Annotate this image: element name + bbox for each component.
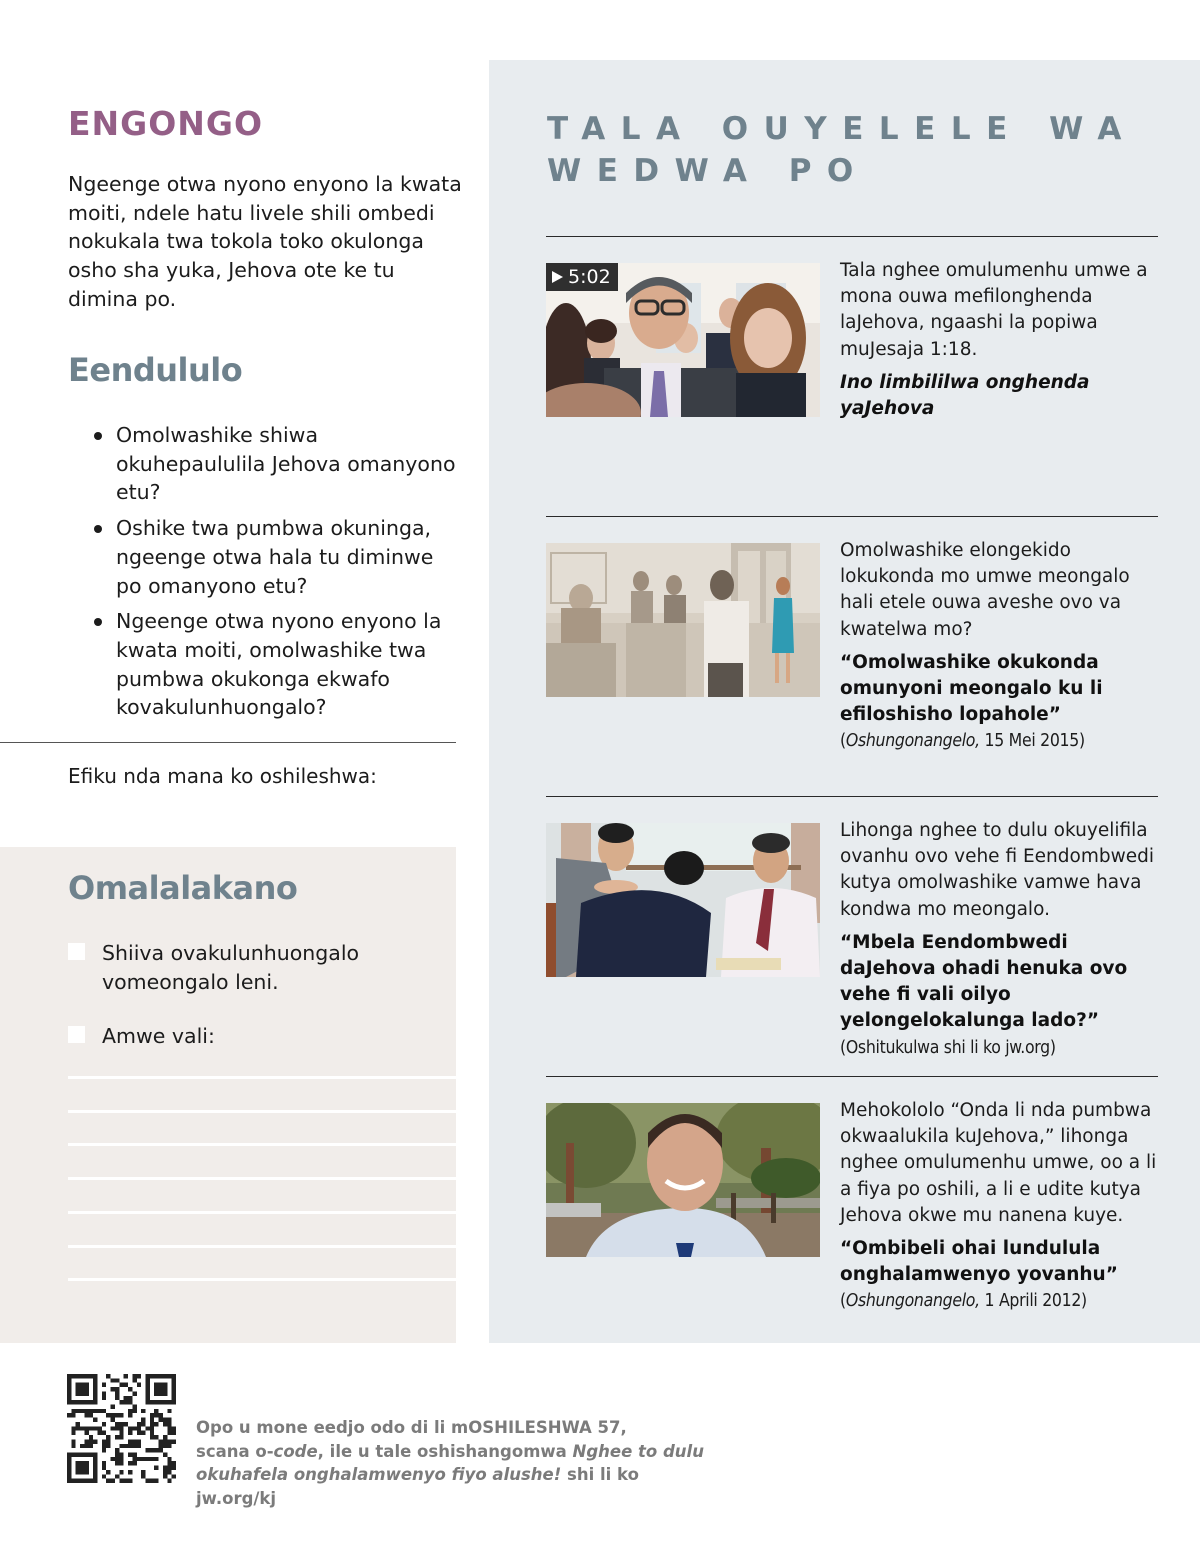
video-duration: 5:02: [568, 266, 611, 288]
resource-title-link[interactable]: “Mbela Eendombwedi daJehova ohadi henuka ovo vehe fi vali oilyo yelongelokalunga lado?”: [840, 931, 1128, 1032]
resource-divider: [546, 236, 1158, 237]
resource-text: [840, 1098, 1160, 1314]
review-question-text: Omolwashike shiwa okuhepaululila Jehova omanyono etu?: [116, 423, 456, 505]
footer-line: Opo u mone eedjo odo di li mOSHILESHWA 57,: [196, 1418, 627, 1437]
section-divider: [0, 742, 456, 743]
review-questions: [94, 421, 456, 729]
resource-item: [546, 820, 1158, 1063]
resource-description: Tala nghee omulumenhu umwe a mona ouwa mefilonghenda laJehova, ngaashi la popiwa muJesaja 1:18.: [840, 260, 1148, 360]
date-completed-label: Efiku nda mana ko oshileshwa:: [68, 764, 377, 788]
book-title: okuhafela onghalamwenyo fiyo alushe!: [196, 1465, 562, 1484]
topic-heading: ENGONGO: [68, 104, 264, 143]
review-question-text: Ngeenge otwa nyono enyono la kwata moiti, omolwashike twa pumbwa okukonga ekwafo kovakulunhuongalo?: [116, 609, 442, 720]
resource-title-link[interactable]: Ino limbililwa onghenda yaJehova: [840, 371, 1090, 420]
photo-image: [546, 1103, 820, 1257]
resource-source: (Oshungonangelo, 15 Mei 2015): [840, 731, 1085, 752]
resource-item: [546, 1100, 1158, 1343]
resource-description: Omolwashike elongekido lokukonda mo umwe meongalo hali etele ouwa aveshe ovo va kwatelwa mo?: [840, 540, 1130, 640]
illustration-image: [546, 543, 820, 697]
article-thumbnail[interactable]: [546, 1103, 820, 1257]
footer-line: scana o-code, ile u tale oshishangomwa Nghee to dulu: [196, 1441, 704, 1461]
goal-item: [68, 939, 402, 996]
photo-image: [546, 823, 820, 977]
topic-summary: Ngeenge otwa nyono enyono la kwata moiti, ndele hatu livele shili ombedi nokukala twa tokola toko okulonga osho sha yuka, Jehova ote ke tu dimina po.: [68, 172, 462, 311]
write-line[interactable]: [68, 1177, 456, 1180]
bullet-icon: [94, 432, 102, 440]
write-line[interactable]: [68, 1278, 456, 1281]
publication-name: Oshungonangelo,: [845, 731, 980, 752]
video-thumbnail[interactable]: [546, 263, 820, 417]
article-thumbnail[interactable]: [546, 543, 820, 697]
resource-text: [840, 818, 1160, 1061]
resource-divider: [546, 796, 1158, 797]
review-question: [94, 607, 456, 722]
goal-item: [68, 1022, 402, 1051]
play-icon: [552, 271, 563, 283]
goals-heading: Omalalakano: [68, 869, 298, 907]
goals-panel: [0, 847, 456, 1343]
resource-title-link[interactable]: “Ombibeli ohai lundulula onghalamwenyo yovanhu”: [840, 1238, 1118, 1286]
video-duration-badge: [546, 263, 618, 291]
jw-org-link[interactable]: shi li ko jw.org/kj: [196, 1465, 639, 1508]
resource-source: (Oshungonangelo, 1 Aprili 2012): [840, 1291, 1087, 1312]
resource-divider: [546, 1076, 1158, 1077]
review-question-text: Oshike twa pumbwa okuninga, ngeenge otwa hala tu diminwe po omanyono etu?: [116, 516, 434, 598]
goal-checkbox[interactable]: [68, 1026, 85, 1043]
explore-panel: [489, 60, 1200, 1343]
write-line[interactable]: [68, 1076, 456, 1079]
bullet-icon: [94, 618, 102, 626]
goal-checkbox[interactable]: [68, 943, 85, 960]
write-line[interactable]: [68, 1143, 456, 1146]
resource-text: [840, 258, 1160, 422]
review-question: [94, 421, 456, 507]
review-question: [94, 514, 456, 600]
resource-title-link[interactable]: “Omolwashike okukonda omunyoni meongalo ku li efiloshisho lopahole”: [840, 651, 1103, 726]
write-line[interactable]: [68, 1110, 456, 1113]
resource-item: [546, 540, 1158, 783]
resource-description: Mehokololo “Onda li nda pumbwa okwaalukila kuJehova,” lihonga nghee omulumenhu umwe, oo a li a fiya po oshili, a li e udite kutya Jehova okwe mu nanena kuye.: [840, 1100, 1157, 1226]
footer-line: [196, 1463, 716, 1510]
resource-item: [546, 260, 1158, 503]
resource-text: [840, 538, 1160, 754]
resource-description: Lihonga nghee to dulu okuyelifila ovanhu ovo vehe fi Eendombwedi kutya omolwashike vamwe hava kondwa mo meongalo.: [840, 820, 1154, 920]
resource-divider: [546, 516, 1158, 517]
book-title: Nghee to dulu: [572, 1441, 704, 1461]
footer-note: [196, 1416, 716, 1510]
publication-name: Oshungonangelo,: [845, 1291, 980, 1312]
article-thumbnail[interactable]: [546, 823, 820, 977]
bullet-icon: [94, 525, 102, 533]
explore-heading: TALA OUYELELE WA WEDWA PO: [547, 111, 1137, 189]
resource-source: (Oshitukulwa shi li ko jw.org): [840, 1037, 1056, 1058]
goal-label: Amwe vali:: [102, 1024, 215, 1048]
review-heading: Eendululo: [68, 351, 243, 389]
qr-code-icon[interactable]: [67, 1374, 176, 1483]
goal-label: Shiiva ovakulunhuongalo vomeongalo leni.: [102, 941, 360, 994]
write-line[interactable]: [68, 1245, 456, 1248]
write-line[interactable]: [68, 1211, 456, 1214]
